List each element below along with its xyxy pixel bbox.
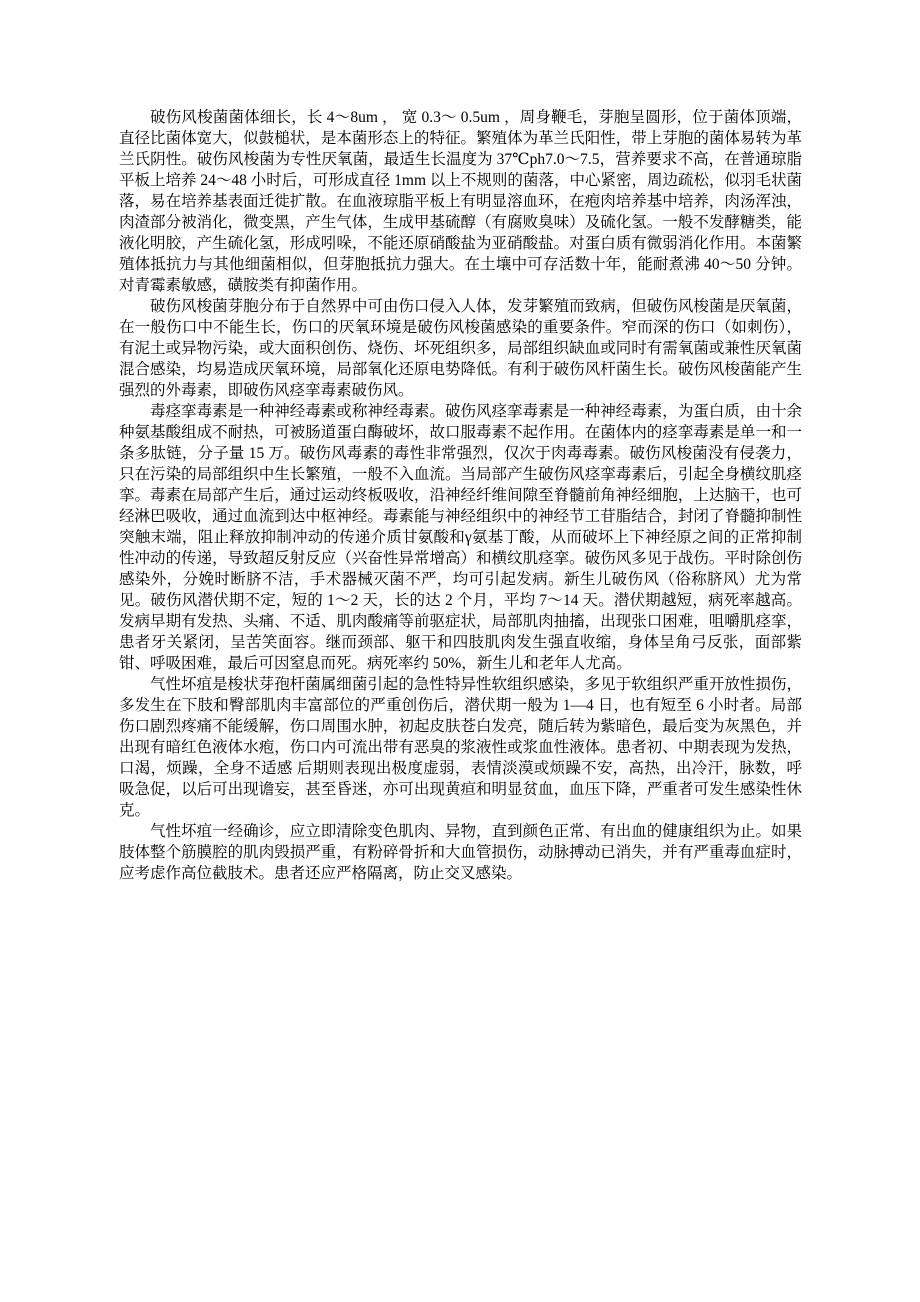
document-body [119,107,802,884]
paragraph-3: 毒痉挛毒素是一种神经毒素或称神经毒素。破伤风痉挛毒素是一种神经毒素，为蛋白质，由十余种氨基酸组成不耐热，可被肠道蛋白酶破坏，故口服毒素不起作用。在菌体内的痉挛毒素是单一和一条多肽链，分子量 15 万。破伤风毒素的毒性非常强烈，仅次于肉毒毒素。破伤风梭菌没有侵袭力，只在污染的局部组织中生长繁殖，一般不入血流。当局部产生破伤风痉挛毒素后，引起全身横纹肌痉挛。毒素在局部产生后，通过运动终板吸收，沿神经纤维间隙至脊髓前角神经细胞，上达脑干，也可经淋巴吸收，通过血流到达中枢神经。毒素能与神经组织中的神经节工苷脂结合，封闭了脊髓抑制性突触末端，阻止释放抑制冲动的传递介质甘氨酸和γ氨基丁酸，从而破坏上下神经原之间的正常抑制性冲动的传递，导致超反射反应（兴奋性异常增高）和横纹肌痉挛。破伤风多见于战伤。平时除创伤感染外，分娩时断脐不洁，手术器械灭菌不严，均可引起发病。新生儿破伤风（俗称脐风）尤为常见。破伤风潜伏期不定，短的 1～2 天，长的达 2 个月，平均 7～14 天。潜伏期越短，病死率越高。发病早期有发热、头痛、不适、肌肉酸痛等前驱症状，局部肌肉抽搐，出现张口困难，咀嚼肌痉挛，患者牙关紧闭，呈苦笑面容。继而颈部、躯干和四肢肌肉发生强直收缩，身体呈角弓反张，面部紫钳、呼吸困难，最后可因窒息而死。病死率约 50%，新生儿和老年人尤高。 [119,403,802,672]
paragraph-2: 破伤风梭菌芽胞分布于自然界中可由伤口侵入人体，发芽繁殖而致病，但破伤风梭菌是厌氧菌，在一般伤口中不能生长，伤口的厌氧环境是破伤风梭菌感染的重要条件。窄而深的伤口（如刺伤），有泥土或异物污染，或大面积创伤、烧伤、坏死组织多，局部组织缺血或同时有需氧菌或兼性厌氧菌混合感染，均易造成厌氧环境，局部氧化还原电势降低。有利于破伤风杆菌生长。破伤风梭菌能产生强烈的外毒素，即破伤风痉挛毒素破伤风。 [119,298,802,399]
paragraph-5: 气性坏疽一经确诊，应立即清除变色肌肉、异物，直到颜色正常、有出血的健康组织为止。如果肢体整个筋膜腔的肌肉毁损严重，有粉碎骨折和大血管损伤，动脉搏动已消失，并有严重毒血症时，应考虑作高位截肢术。患者还应严格隔离，防止交叉感染。 [119,823,802,882]
paragraph-1: 破伤风梭菌菌体细长，长 4～8um ， 宽 0.3～ 0.5um ，周身鞭毛，芽胞呈圆形，位于菌体顶端，直径比菌体宽大，似鼓槌状，是本菌形态上的特征。繁殖体为革兰氏阳性，带上芽胞的菌体易转为革兰氏阴性。破伤风梭菌为专性厌氧菌，最适生长温度为 37℃ph7.0～7.5，营养要求不高，在普通琼脂平板上培养 24～48 小时后，可形成直径 1mm 以上不规则的菌落，中心紧密，周边疏松，似羽毛状菌落，易在培养基表面迁徙扩散。在血液琼脂平板上有明显溶血环，在疱肉培养基中培养，肉汤浑浊，肉渣部分被消化，微变黑，产生气体，生成甲基硫醇（有腐败臭味）及硫化氢。一般不发酵糖类，能液化明胶，产生硫化氢，形成吲哚，不能还原硝酸盐为亚硝酸盐。对蛋白质有微弱消化作用。本菌繁殖体抵抗力与其他细菌相似，但芽胞抵抗力强大。在土壤中可存活数十年，能耐煮沸 40～50 分钟。对青霉素敏感，磺胺类有抑菌作用。 [119,109,802,294]
paragraph-4: 气性坏疽是梭状芽孢杆菌属细菌引起的急性特异性软组织感染，多见于软组织严重开放性损伤，多发生在下肢和臀部肌肉丰富部位的严重创伤后，潜伏期一般为 1—4 日，也有短至 6 小时者。局部伤口剧烈疼痛不能缓解，伤口周围水肿，初起皮肤苍白发亮，随后转为紫暗色，最后变为灰黑色，并出现有暗红色液体水疱，伤口内可流出带有恶臭的浆液性或浆血性液体。患者初、中期表现为发热，口渴，烦躁，全身不适感 后期则表现出极度虚弱，表情淡漠或烦躁不安，高热，出冷汗，脉数，呼吸急促，以后可出现谵妄，甚至昏迷，亦可出现黄疸和明显贫血，血压下降，严重者可发生感染性休克。 [119,676,802,819]
